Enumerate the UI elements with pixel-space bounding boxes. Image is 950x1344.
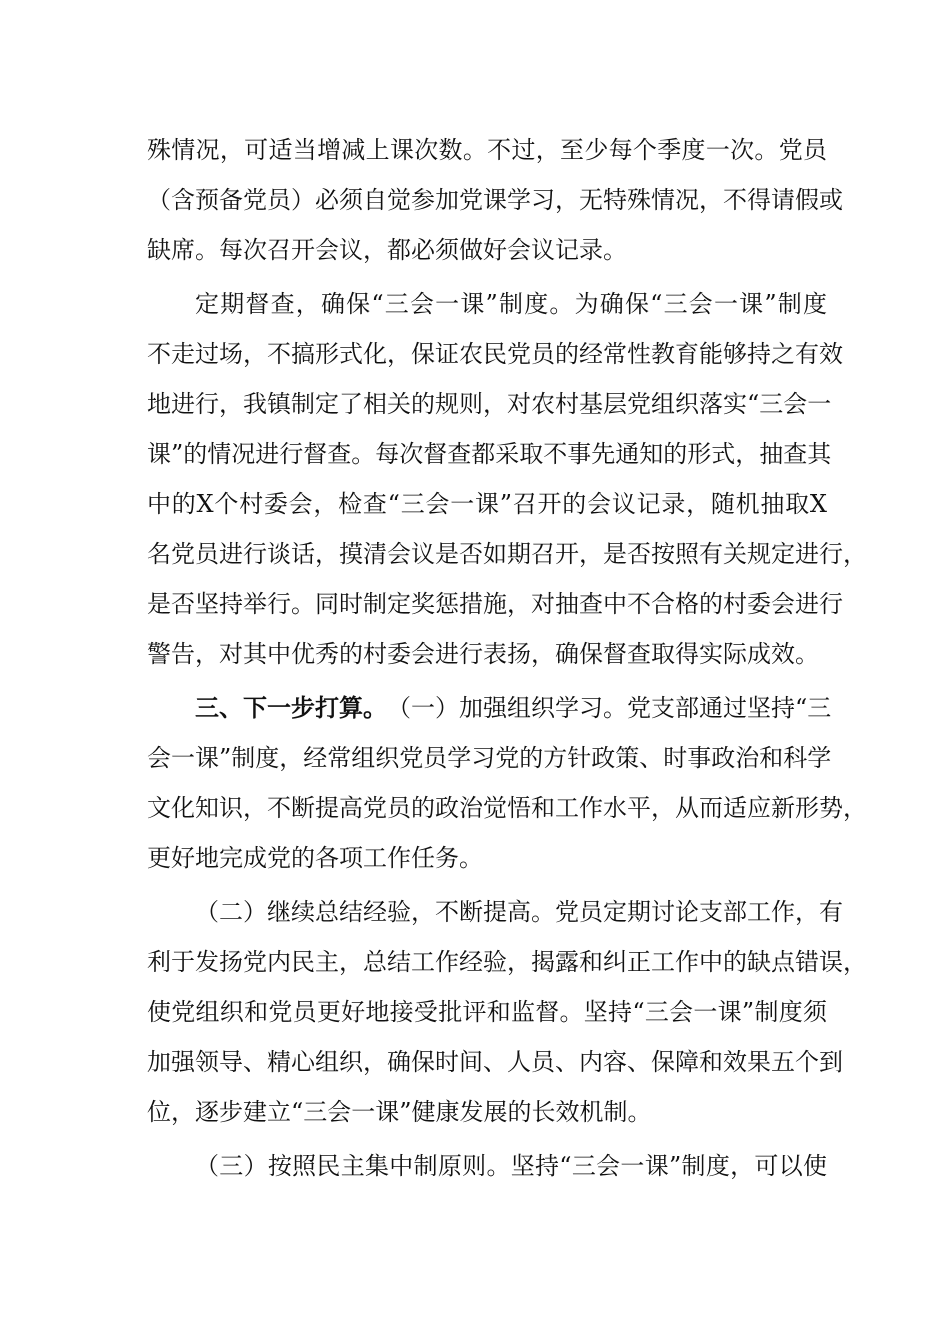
text-line: 利于发扬党内民主，总结工作经验，揭露和纠正工作中的缺点错误， [147,948,867,976]
text-line: 名党员进行谈话，摸清会议是否如期召开，是否按照有关规定进行， [147,540,867,568]
text-line: 使党组织和党员更好地接受批评和监督。坚持“三会一课”制度须 [147,998,827,1026]
text-line: 殊情况，可适当增减上课次数。不过，至少每个季度一次。党员 [147,136,827,164]
text-line: 地进行，我镇制定了相关的规则，对农村基层党组织落实“三会一 [147,390,832,418]
text-line: 更好地完成党的各项工作任务。 [147,844,483,872]
text-line: 中的X个村委会，检查“三会一课”召开的会议记录，随机抽取X [147,490,827,518]
paragraph-first-line: 定期督查，确保“三会一课”制度。为确保“三会一课”制度 [195,290,827,318]
section-heading-line [195,690,832,726]
section-heading: 三、下一步打算。 [195,693,387,722]
paragraph-first-line: （三）按照民主集中制原则。坚持“三会一课”制度，可以使 [195,1152,827,1180]
text-line: 会一课”制度，经常组织党员学习党的方针政策、时事政治和科学 [147,744,832,772]
text-line: 缺席。每次召开会议，都必须做好会议记录。 [147,236,627,264]
text-line: 位，逐步建立“三会一课”健康发展的长效机制。 [147,1098,652,1126]
text-line: 警告，对其中优秀的村委会进行表扬，确保督查取得实际成效。 [147,640,819,668]
text-line: 课”的情况进行督查。每次督查都采取不事先通知的形式，抽查其 [147,440,832,468]
text-line: 加强领导、精心组织，确保时间、人员、内容、保障和效果五个到 [147,1048,843,1076]
section-heading-rest: （一）加强组织学习。党支部通过坚持“三 [387,694,832,722]
text-line: （含预备党员）必须自觉参加党课学习，无特殊情况，不得请假或 [147,186,843,214]
text-line: 文化知识，不断提高党员的政治觉悟和工作水平，从而适应新形势， [147,794,867,822]
text-line: 是否坚持举行。同时制定奖惩措施，对抽查中不合格的村委会进行 [147,590,843,618]
paragraph-first-line: （二）继续总结经验，不断提高。党员定期讨论支部工作，有 [195,898,843,926]
text-line: 不走过场，不搞形式化，保证农民党员的经常性教育能够持之有效 [147,340,843,368]
